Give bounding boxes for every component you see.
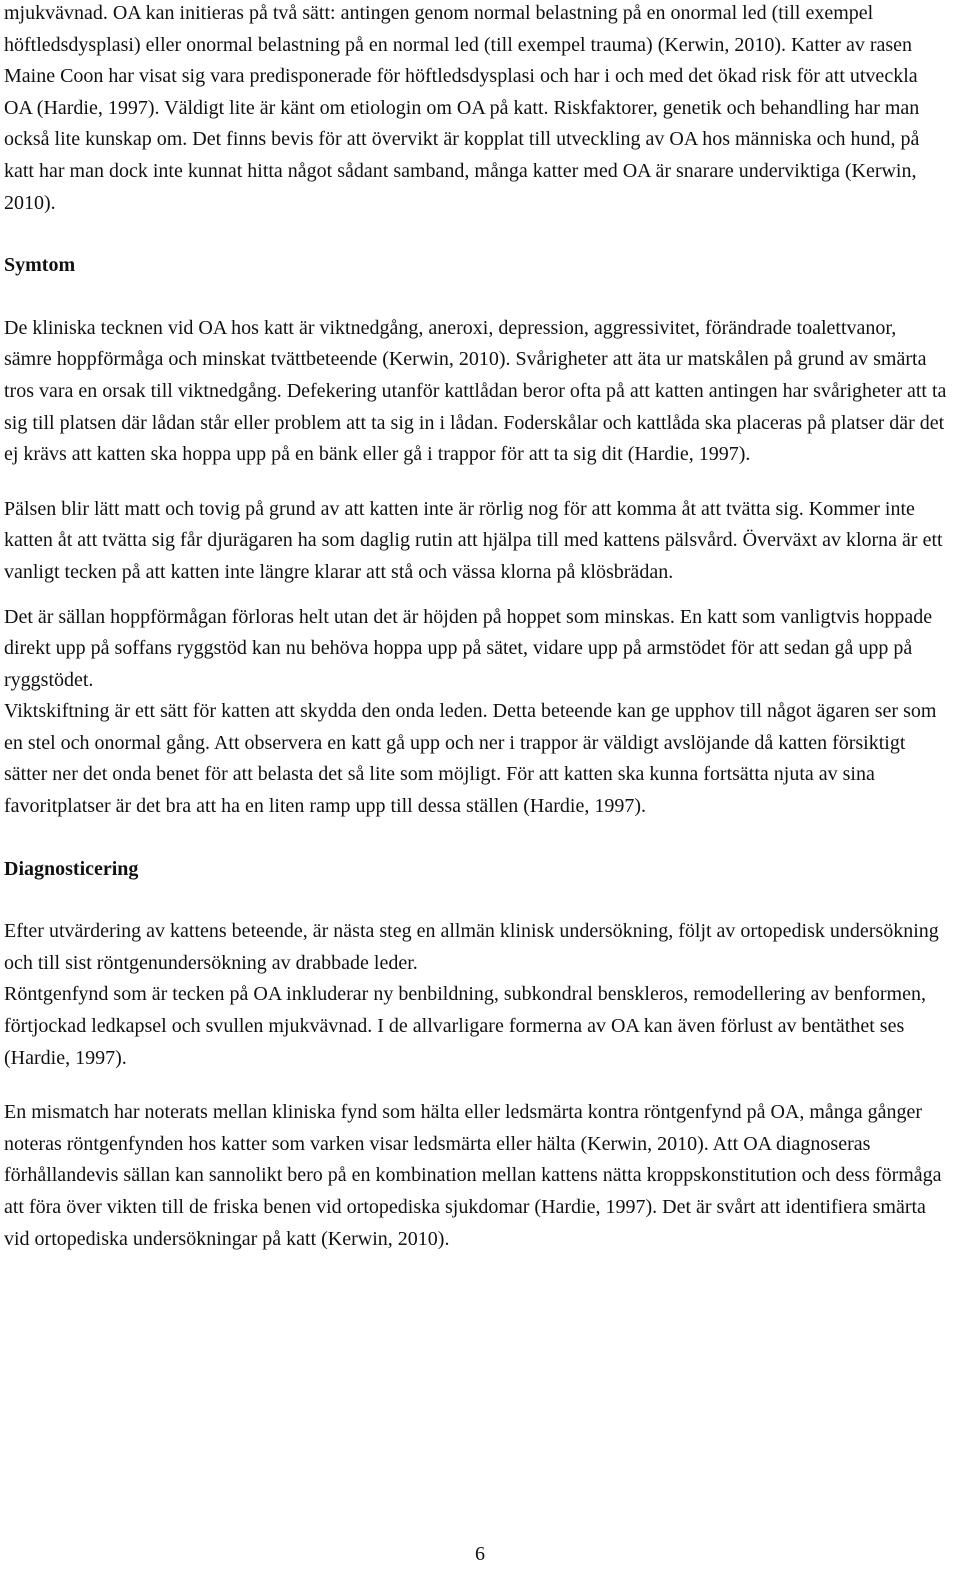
spacer [4,823,948,854]
paragraph-symtom-4: Viktskiftning är ett sätt för katten att skydda den onda leden. Detta beteende kan ge upphov till något ägaren ser som en stel och onormal gång. Att observera en katt gå upp och ner i trappor är väldigt avslöjande då katten försiktigt sätter ner det onda benet för att belasta det så lite som möjligt. För att katten ska kunna fortsätta njuta av sina favoritplatser är det bra att ha en liten ramp upp till dessa ställen (Hardie, 1997). [4,700,937,818]
paragraph-diagnosticering-3: En mismatch har noterats mellan kliniska fynd som hälta eller ledsmärta kontra röntgenfynd på OA, många gånger noteras röntgenfynden hos katter som varken visar ledsmärta eller hälta (Kerwin, 2010). Att OA diagnoseras förhållandevis sällan kan sannolikt bero på en kombination mellan kattens nätta kroppskonstitution och dess förmåga att föra över vikten till de friska benen vid ortopediska sjukdomar (Hardie, 1997). Det är svårt att identifiera smärta vid ortopediska undersökningar på katt (Kerwin, 2010). [4,1101,942,1250]
spacer [4,1074,948,1097]
document-body [4,0,948,1255]
paragraph-intro: mjukvävnad. OA kan initieras på två sätt: antingen genom normal belastning på en onormal led (till exempel höftledsdysplasi) eller onormal belastning på en normal led (till exempel trauma) (Kerwin, 2010). Katter av rasen Maine Coon har visat sig vara predisponerade för höftledsdysplasi och har i och med det ökad risk för att utveckla OA (Hardie, 1997). Väldigt lite är känt om etiologin om OA på katt. Riskfaktorer, genetik och behandling har man också lite kunskap om. Det finns bevis för att övervikt är kopplat till utveckling av OA hos människa och hund, på katt har man dock inte kunnat hitta något sådant samband, många katter med OA är snarare underviktiga (Kerwin, 2010). [4,2,920,214]
spacer [4,589,948,602]
spacer [4,885,948,916]
page-number: 6 [475,1543,485,1565]
paragraph-symtom-3: Det är sällan hoppförmågan förloras helt utan det är höjden på hoppet som minskas. En katt som vanligtvis hoppade direkt upp på soffans ryggstöd kan nu behöva hoppa upp på sätet, vidare upp på armstödet för att sedan gå upp på ryggstödet. [4,605,933,691]
section-heading-symtom: Symtom [4,254,76,277]
spacer [4,471,948,494]
spacer [4,219,948,250]
paragraph-symtom-2: Pälsen blir lätt matt och tovig på grund av att katten inte är rörlig nog för att komma åt att tvätta sig. Kommer inte katten åt att tvätta sig får djurägaren ha som daglig rutin att hjälpa till med kattens pälsvård. Överväxt av klorna är ett vanligt tecken på att katten inte längre klarar att stå och vässa klorna på klösbrädan. [4,497,943,583]
paragraph-symtom-1: De kliniska tecknen vid OA hos katt är viktnedgång, aneroxi, depression, aggressivitet, förändrade toalettvanor, sämre hoppförmåga och minskat tvättbeteende (Kerwin, 2010). Svårigheter att äta ur matskålen på grund av smärta tros vara en orsak till viktnedgång. Defekering utanför kattlådan beror ofta på att katten antingen har svårigheter att ta sig till platsen där lådan står eller problem att ta sig in i lådan. Foderskålar och kattlåda ska placeras på platser där det ej krävs att katten ska hoppa upp på en bänk eller gå i trappor för att ta sig dit (Hardie, 1997). [4,316,947,466]
spacer [4,282,948,313]
section-heading-diagnosticering: Diagnosticering [4,857,139,880]
paragraph-diagnosticering-1: Efter utvärdering av kattens beteende, är nästa steg en allmän klinisk undersökning, följt av ortopedisk undersökning och till sist röntgenundersökning av drabbade leder. [4,920,939,974]
paragraph-diagnosticering-2: Röntgenfynd som är tecken på OA inkluderar ny benbildning, subkondral benskleros, remodellering av benformen, förtjockad ledkapsel och svullen mjukvävnad. I de allvarligare formerna av OA kan även förlust av bentäthet ses (Hardie, 1997). [4,983,926,1069]
